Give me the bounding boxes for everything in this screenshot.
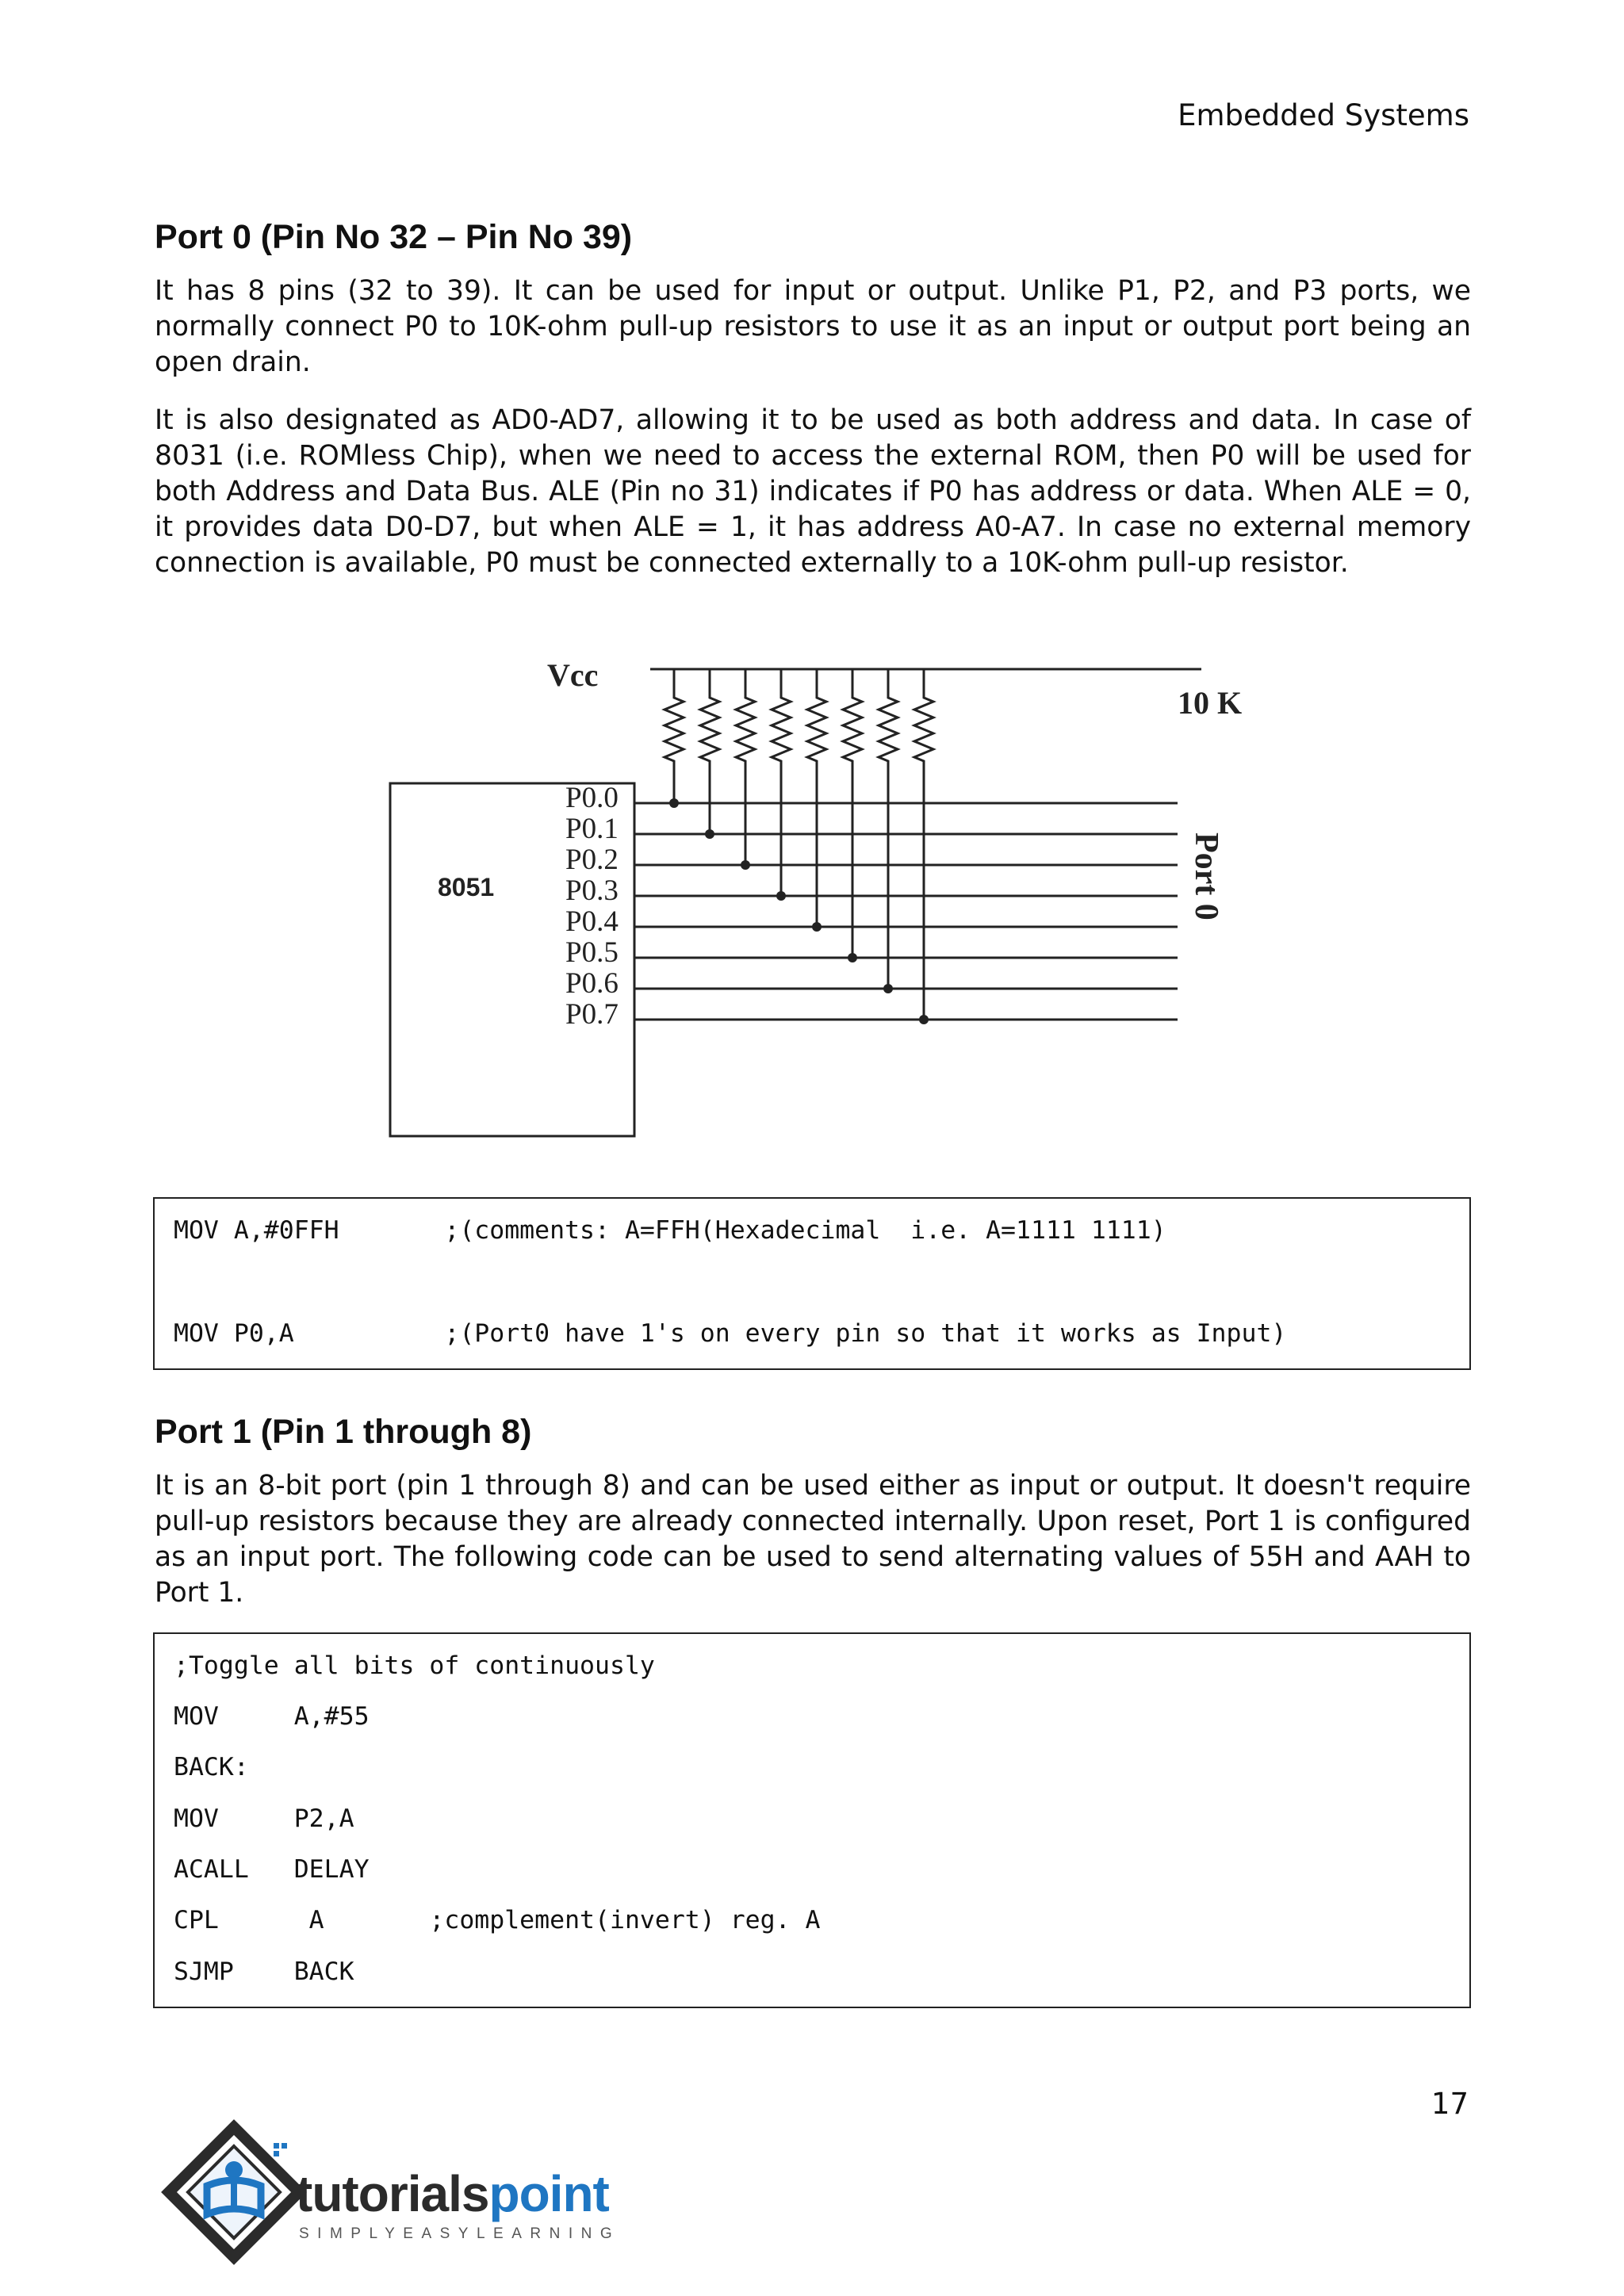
junction-dot [669,798,679,808]
code-line: CPL A ;complement(invert) reg. A [174,1906,821,1934]
running-header: Embedded Systems [1178,98,1469,132]
junction-dot [741,860,750,870]
code-line: ;Toggle all bits of continuously [174,1651,655,1680]
junction-dot [705,829,714,839]
section-heading-port0: Port 0 (Pin No 32 – Pin No 39) [155,218,633,256]
pin-label: P0.5 [565,936,619,969]
section-heading-port1: Port 1 (Pin 1 through 8) [155,1413,532,1451]
code-line: MOV P2,A [174,1804,354,1833]
port0-circuit-diagram [381,650,1269,1158]
port-label: Port 0 [1188,832,1224,920]
pull-up-resistor [700,669,719,834]
tutorialspoint-logo [155,2113,662,2279]
junction-dot [883,984,893,993]
code-line: SJMP BACK [174,1957,354,1986]
pull-up-resistors [665,669,933,1024]
pin-label: P0.4 [565,905,619,938]
pin-label: P0.0 [565,782,619,814]
code-line: MOV P0,A ;(Port0 have 1's on every pin so that it works as Input) [174,1319,1287,1348]
junction-dot [848,953,857,962]
logo-wordmark: tutorialspoint [296,2165,609,2222]
logo-diamond-icon [169,2127,299,2257]
pin-label: P0.7 [565,998,619,1031]
code-block-port0 [153,1197,1471,1370]
pin-label: P0.6 [565,967,619,1000]
code-block-port1 [153,1632,1471,2008]
pull-up-resistor [665,669,684,803]
pull-up-resistor [772,669,791,896]
chip-label: 8051 [438,873,495,901]
port0-paragraph-2: It is also designated as AD0-AD7, allowing it to be used as both address and data. In case of 8031 (i.e. ROMless Chip), when we need to access the external ROM, then P0 will be used for both Address and Data Bus. ALE (Pin no 31) indicates if P0 has address or data. When ALE = 0, it provides data D0-D7, but when ALE = 1, it has address A0-A7. In case no external memory connection is available, P0 must be connected externally to a 10K-ohm pull-up resistor. [155,404,1471,579]
page-number: 17 [1431,2087,1469,2121]
vcc-label: Vcc [547,657,599,693]
port1-paragraph-1: It is an 8-bit port (pin 1 through 8) and can be used either as input or output. It doesn't require pull-up resistors because they are already connected internally. Upon reset, Port 1 is configured as an input port. The following code can be used to send alternating values of 55H and AAH to Port 1. [155,1470,1471,1609]
code-line: ACALL DELAY [174,1855,370,1884]
pull-up-resistor [879,669,898,989]
code-line: MOV A,#0FFH ;(comments: A=FFH(Hexadecimal i.e. A=1111 1111) [174,1216,1166,1245]
pin-label: P0.2 [565,844,619,876]
pull-up-resistor [807,669,826,927]
junction-dot [776,891,786,901]
junction-dot [919,1015,929,1024]
pin-label: P0.1 [565,813,619,845]
pull-up-resistor [914,669,933,1020]
port0-paragraph-1: It has 8 pins (32 to 39). It can be used for input or output. Unlike P1, P2, and P3 ports, we normally connect P0 to 10K-ohm pull-up resistors to use it as an input or output port being an open drain. [155,275,1471,378]
pin-lines [634,803,1178,1020]
pull-up-resistor [736,669,755,865]
pull-up-resistor [843,669,862,958]
code-line: MOV A,#55 [174,1702,370,1731]
pin-label: P0.3 [565,874,619,907]
code-line: BACK: [174,1753,249,1781]
logo-tagline: SIMPLYEASYLEARNING [299,2225,621,2242]
resistor-value-label: 10 K [1178,685,1243,721]
junction-dot [812,922,822,932]
